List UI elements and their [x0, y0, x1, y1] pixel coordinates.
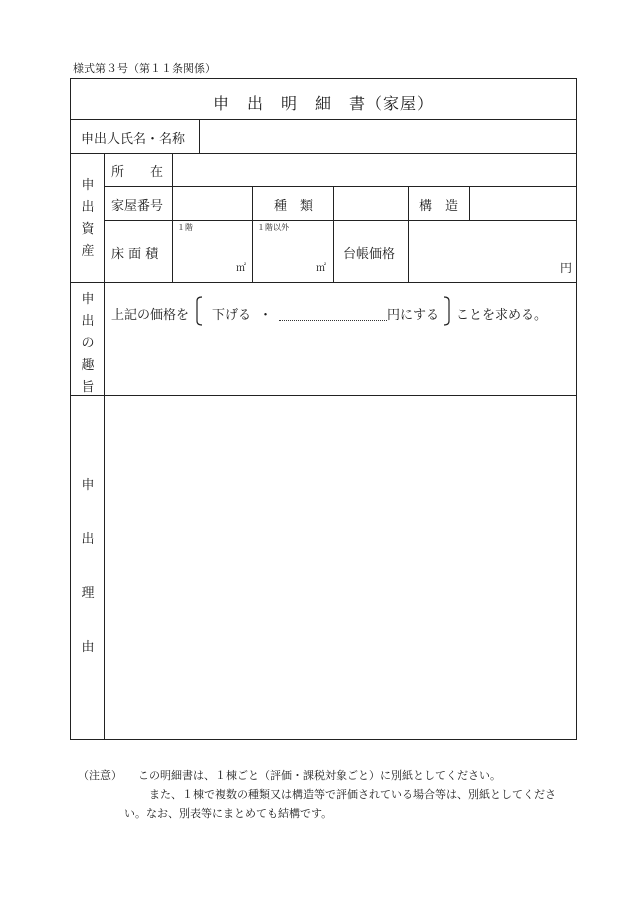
location-label: 所 在 — [111, 165, 164, 180]
statement-form — [70, 78, 577, 740]
reason-section-label — [80, 477, 96, 693]
divider — [252, 186, 253, 282]
divider — [199, 119, 200, 153]
first-floor-label: １階 — [177, 223, 193, 232]
vertical-label-char: 出 — [81, 200, 95, 215]
left-bracket-icon — [195, 296, 203, 326]
vertical-label-char: の — [81, 336, 95, 351]
divider — [71, 395, 576, 396]
divider — [104, 153, 105, 739]
structure-field[interactable] — [471, 187, 575, 219]
location-field[interactable] — [175, 154, 575, 185]
form-number: 様式第３号（第１１条関係） — [73, 62, 216, 75]
notes-label: （注意） — [78, 769, 122, 782]
reason-label-char: 出 — [81, 532, 95, 547]
purpose-option-lower: 下げる — [212, 308, 252, 323]
divider — [408, 186, 409, 282]
purpose-separator: ・ — [259, 308, 273, 323]
vertical-label-char: 旨 — [81, 380, 95, 395]
applicant-label: 申出人氏名・名称 — [81, 132, 186, 147]
vertical-label-char: 趣 — [81, 358, 95, 373]
applicant-field[interactable] — [202, 120, 574, 152]
reason-label-char: 申 — [81, 478, 95, 493]
vertical-label-char: 出 — [81, 314, 95, 329]
purpose-section-label — [80, 289, 96, 399]
right-bracket-icon — [443, 296, 451, 326]
house-number-label: 家屋番号 — [111, 199, 164, 214]
other-floors-label: １階以外 — [257, 223, 289, 232]
divider — [469, 186, 470, 220]
first-floor-area-unit: ㎡ — [236, 263, 246, 274]
divider — [172, 153, 173, 282]
ledger-price-yen-unit: 円 — [560, 261, 573, 275]
vertical-label-char: 資 — [81, 222, 95, 237]
notes-line-1: この明細書は、１棟ごと（評価・課税対象ごと）に別紙としてください。 — [138, 769, 501, 782]
other-floors-area-unit: ㎡ — [316, 263, 326, 274]
divider — [333, 186, 334, 282]
structure-label: 構 造 — [419, 199, 459, 214]
divider — [104, 220, 576, 221]
purpose-amount-field[interactable] — [279, 301, 384, 319]
type-label: 種 類 — [274, 199, 314, 214]
vertical-label-char: 産 — [81, 244, 95, 259]
property-section-label — [80, 175, 96, 263]
house-number-field[interactable] — [175, 187, 251, 219]
amount-dotted-line — [279, 320, 387, 321]
notes-line-2: また、１棟で複数の種類又は構造等で評価されている場合等は、別紙としてくださ — [149, 788, 556, 801]
purpose-prefix: 上記の価格を — [111, 308, 190, 323]
reason-field[interactable] — [107, 399, 573, 737]
reason-label-char: 理 — [81, 586, 95, 601]
vertical-label-char: 申 — [81, 178, 95, 193]
purpose-amount-suffix: 円にする — [387, 308, 440, 323]
reason-label-char: 由 — [81, 640, 95, 655]
form-title: 申 出 明 細 書（家屋） — [212, 94, 434, 113]
vertical-label-char: 申 — [81, 292, 95, 307]
ledger-price-label: 台帳価格 — [343, 247, 396, 262]
floor-area-label: 床 面 積 — [111, 247, 159, 262]
divider — [71, 282, 576, 283]
type-field[interactable] — [335, 187, 407, 219]
purpose-suffix: ことを求める。 — [456, 308, 548, 323]
notes-line-3: い。なお、別表等にまとめても結構です。 — [124, 807, 333, 820]
